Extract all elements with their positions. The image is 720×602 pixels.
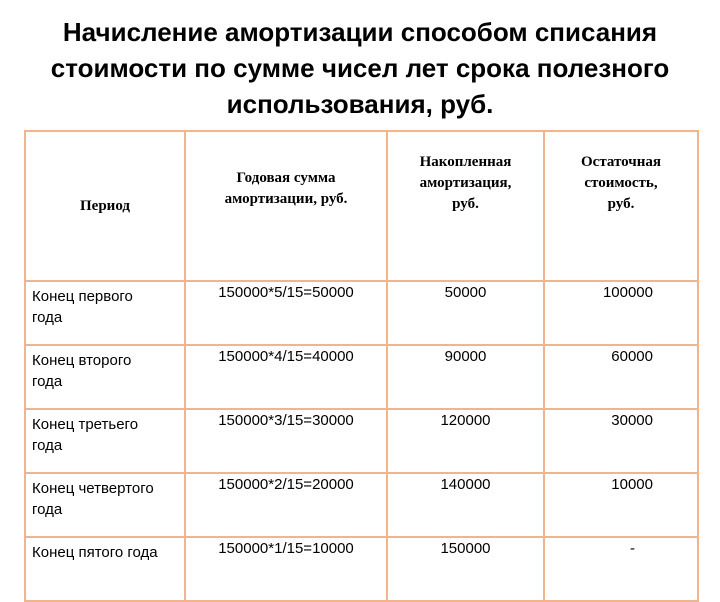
period-label-line-1: Конец пятого года — [32, 544, 158, 561]
period-cell — [25, 537, 185, 601]
annual-amount-cell: 150000*5/15=50000 — [185, 281, 387, 345]
title-line-3: использования, руб. — [226, 89, 494, 119]
header-annual-line-1: Годовая сумма — [236, 170, 336, 186]
header-accumulated-line-2: амортизация, — [419, 175, 512, 191]
title-line-1: Начисление амортизации способом списания — [62, 17, 658, 47]
header-annual-amortization — [185, 131, 387, 281]
table-row — [25, 345, 698, 409]
header-residual-line-2: стоимость, — [584, 175, 658, 191]
period-cell — [25, 281, 185, 345]
residual-cell: 30000 — [544, 409, 698, 473]
header-annual-line-2: амортизации, руб. — [224, 191, 348, 207]
period-cell — [25, 473, 185, 537]
annual-amount-cell: 150000*2/15=20000 — [185, 473, 387, 537]
table-row — [25, 473, 698, 537]
accumulated-cell: 50000 — [387, 281, 544, 345]
residual-cell: 60000 — [544, 345, 698, 409]
period-label-line-2: года — [32, 437, 63, 454]
accumulated-cell: 150000 — [387, 537, 544, 601]
period-label-line-1: Конец четвертого — [32, 480, 154, 497]
table-row — [25, 409, 698, 473]
period-label-line-1: Конец второго — [32, 352, 132, 369]
period-cell — [25, 409, 185, 473]
header-accumulated-line-1: Накопленная — [419, 154, 512, 170]
period-label-line-1: Конец третьего — [32, 416, 139, 433]
accumulated-cell: 140000 — [387, 473, 544, 537]
header-residual-value — [544, 131, 698, 281]
header-period — [25, 131, 185, 281]
period-label-line-2: года — [32, 501, 63, 518]
table-row — [25, 537, 698, 601]
accumulated-cell: 90000 — [387, 345, 544, 409]
header-accumulated-line-3: руб. — [452, 196, 479, 212]
header-residual-line-3: руб. — [607, 196, 635, 212]
residual-cell: 100000 — [544, 281, 698, 345]
header-accumulated-amortization — [387, 131, 544, 281]
accumulated-cell: 120000 — [387, 409, 544, 473]
period-label-line-2: года — [32, 373, 63, 390]
header-period-label: Период — [80, 197, 130, 214]
annual-amount-cell: 150000*3/15=30000 — [185, 409, 387, 473]
amortization-table — [24, 130, 699, 602]
annual-amount-cell: 150000*1/15=10000 — [185, 537, 387, 601]
page-title — [40, 14, 680, 122]
header-row — [25, 131, 698, 281]
table-row — [25, 281, 698, 345]
period-label-line-2: года — [32, 309, 63, 326]
title-line-2: стоимости по сумме чисел лет срока полезного — [50, 53, 670, 83]
residual-cell: - — [544, 537, 698, 601]
header-residual-line-1: Остаточная — [581, 154, 661, 170]
residual-cell: 10000 — [544, 473, 698, 537]
annual-amount-cell: 150000*4/15=40000 — [185, 345, 387, 409]
period-cell — [25, 345, 185, 409]
period-label-line-1: Конец первого — [32, 288, 133, 305]
